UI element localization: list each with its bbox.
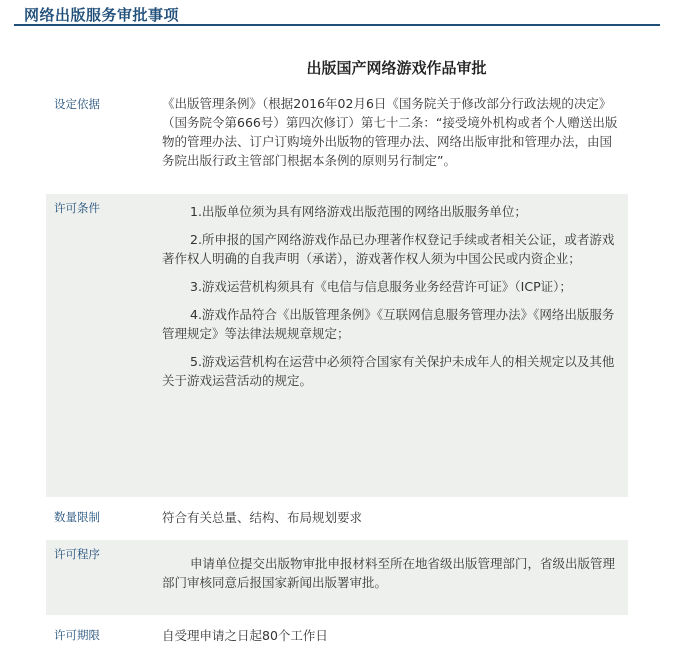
row-basis — [46, 90, 628, 192]
row-conditions — [46, 194, 628, 497]
row-procedure — [46, 540, 628, 615]
period-text: 自受理申请之日起80个工作日 — [162, 628, 328, 643]
row-quantity — [46, 503, 628, 535]
condition-item: 4.游戏作品符合《出版管理条例》《互联网信息服务管理办法》《网络出版服务管理规定》等法律法规规章规定； — [162, 307, 615, 341]
section-header — [14, 0, 660, 26]
row-label-period: 许可期限 — [54, 628, 100, 642]
row-period — [46, 621, 628, 653]
section-title: 网络出版服务审批事项 — [24, 6, 180, 24]
procedure-text: 申请单位提交出版物审批申报材料至所在地省级出版管理部门，省级出版管理部门审核同意后报国家新闻出版署审批。 — [162, 556, 616, 590]
row-label-basis: 设定依据 — [54, 97, 100, 111]
row-value-quantity — [162, 508, 624, 527]
row-label-quantity: 数量限制 — [54, 510, 100, 524]
row-value-conditions — [162, 202, 624, 390]
document-title: 出版国产网络游戏作品审批 — [306, 59, 487, 77]
row-value-period — [162, 626, 624, 645]
row-value-procedure — [162, 554, 624, 592]
condition-item: 2.所申报的国产网络游戏作品已办理著作权登记手续或者相关公证，或者游戏著作权人明确的自我声明（承诺），游戏著作权人须为中国公民或内资企业； — [162, 232, 615, 266]
row-label-procedure: 许可程序 — [54, 547, 100, 561]
row-label-conditions: 许可条件 — [54, 201, 100, 215]
condition-item: 1.出版单位须为具有网络游戏出版范围的网络出版服务单位； — [190, 204, 527, 219]
condition-item: 5.游戏运营机构在运营中必须符合国家有关保护未成年人的相关规定以及其他关于游戏运营活动的规定。 — [162, 354, 615, 388]
row-value-basis — [162, 94, 624, 170]
quantity-text: 符合有关总量、结构、布局规划要求 — [162, 510, 363, 525]
basis-text: 《出版管理条例》（根据2016年02月6日《国务院关于修改部分行政法规的决定》（国务院令第666号）第四次修订）第七十二条：“接受境外机构或者个人赠送出版物的管理办法、订户订购境外出版物的管理办法、网络出版审批和管理办法，由国务院出版行政主管部门根据本条例的原则另行制定”。 — [162, 96, 618, 168]
condition-item: 3.游戏运营机构须具有《电信与信息服务业务经营许可证》（ICP证）； — [190, 279, 572, 294]
